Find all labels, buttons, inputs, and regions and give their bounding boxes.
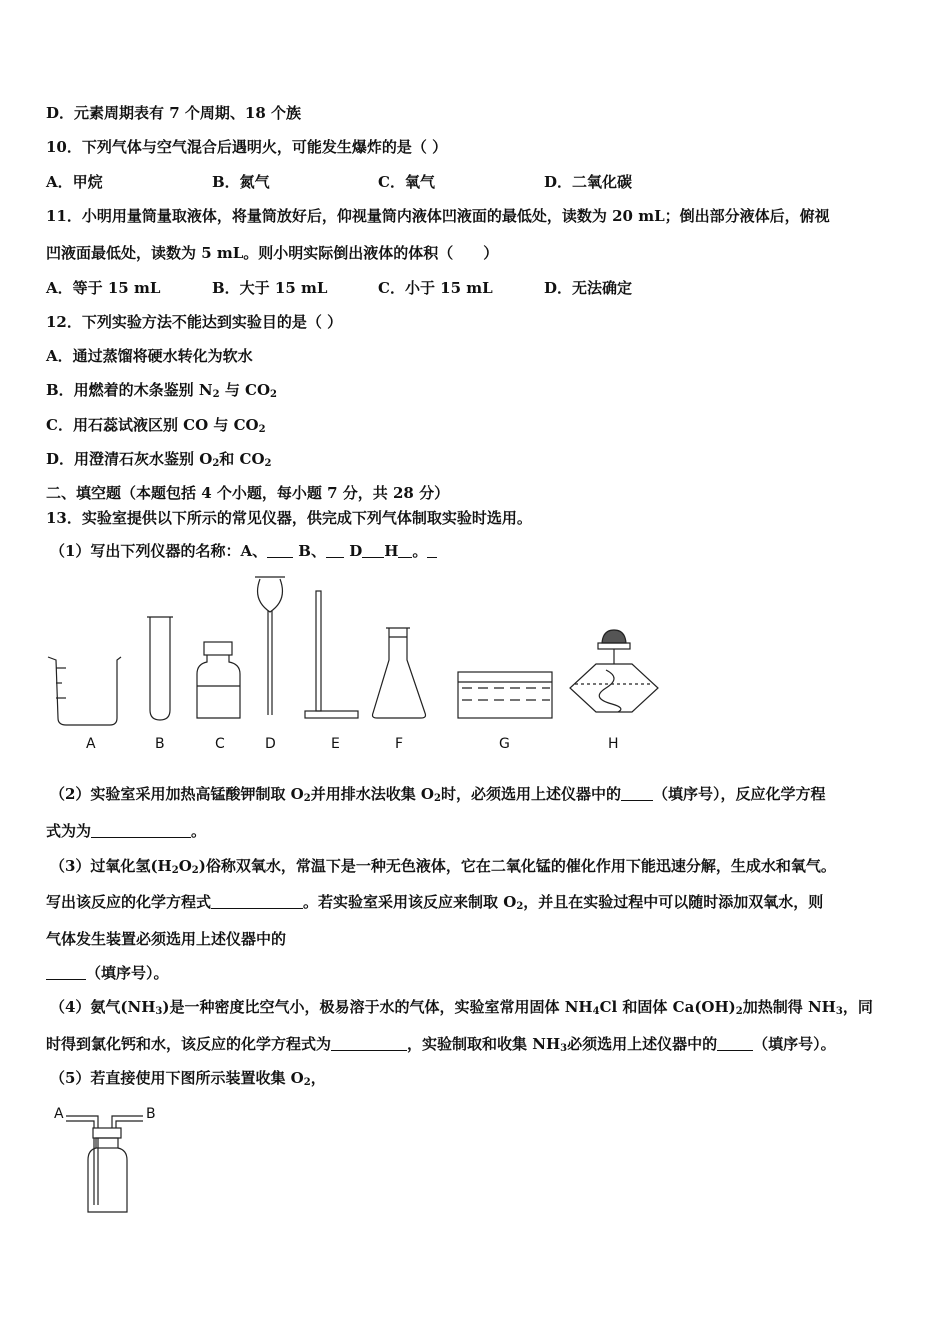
instrument-label-h: H — [608, 736, 619, 752]
gas-washing-bottle-icon — [66, 1116, 143, 1212]
q12-option-d: D．用澄清石灰水鉴别 $O_2$和 $CO_2$ — [46, 450, 272, 469]
bottle-port-label-a: A — [54, 1106, 64, 1122]
instrument-label-f: F — [395, 736, 404, 752]
q10-stem: 10．下列气体与空气混合后遇明火，可能发生爆炸的是（ ） — [46, 138, 448, 156]
q13-part-4-line-2: 时得到氯化钙和水，该反应的化学方程式为 ，实验制取和收集 $NH_3$必须选用上述仪器中的 （填序号）。 — [46, 1035, 836, 1054]
q13-part-1: （1）写出下列仪器的名称：A、 B、 D H 。 — [50, 540, 437, 561]
q11-option-b: B．大于 15 mL — [212, 279, 328, 297]
q11-option-c: C．小于 15 mL — [378, 279, 493, 297]
q13-part-3-line-1: （3）过氧化氢$(H_2O_2)$俗称双氧水，常温下是一种无色液体，它在二氧化锰的催化作用下能迅速分解，生成水和氧气。 — [50, 857, 836, 876]
q13-part-3-line-3: 气体发生装置必须选用上述仪器中的 — [46, 930, 287, 948]
q13-part-5: （5）若直接使用下图所示装置收集 $O_2$， — [50, 1069, 326, 1088]
instrument-label-e: E — [331, 736, 340, 752]
q10-option-b: B．氮气 — [212, 173, 270, 191]
q9-option-d: D．元素周期表有 7 个周期、18 个族 — [46, 104, 301, 122]
bottle-port-label-b: B — [146, 1106, 156, 1122]
q12-option-b: B．用燃着的木条鉴别 $N_2$ 与 $CO_2$ — [46, 381, 278, 400]
q13-part-3-line-4: （填序号）。 — [46, 962, 169, 983]
q13-part-4-line-1: （4）氨气$(NH_3)$是一种密度比空气小，极易溶于水的气体，实验室常用固体 $NH_4Cl$ 和固体 $Ca(OH)_2$加热制得 $NH_3$，同 — [50, 998, 873, 1017]
q13-stem: 13．实验室提供以下所示的常见仪器，供完成下列气体制取实验时选用。 — [46, 509, 532, 527]
instrument-label-a: A — [86, 736, 96, 752]
instrument-label-g: G — [499, 736, 510, 752]
q10-option-d: D．二氧化碳 — [544, 173, 633, 191]
q12-stem: 12．下列实验方法不能达到实验目的是（ ） — [46, 313, 343, 331]
section-2-title: 二、填空题（本题包括 4 个小题，每小题 7 分，共 28 分） — [46, 484, 450, 502]
q11-option-a: A．等于 15 mL — [46, 279, 161, 297]
q13-part-2-line-1: （2）实验室采用加热高锰酸钾制取 $O_2$并用排水法收集 $O_2$时，必须选用上述仪器中的 （填序号），反应化学方程 — [50, 785, 826, 804]
instrument-label-b: B — [155, 736, 165, 752]
q11-option-d: D．无法确定 — [544, 279, 633, 297]
q13-part-2-line-2: 式为为 。 — [46, 822, 207, 840]
q13-part-3-line-2: 写出该反应的化学方程式 。若实验室采用该反应来制取 $O_2$，并且在实验过程中可以随时添加双氧水，则 — [46, 893, 824, 912]
q11-stem-2: 凹液面最低处，读数为 5 mL。则小明实际倒出液体的体积（ ） — [46, 244, 499, 262]
q10-option-a: A．甲烷 — [46, 173, 103, 191]
instrument-label-d: D — [265, 736, 276, 752]
q12-option-c: C．用石蕊试液区别 CO 与 $CO_2$ — [46, 416, 266, 435]
q12-option-a: A．通过蒸馏将硬水转化为软水 — [46, 347, 253, 365]
q10-option-c: C．氧气 — [378, 173, 435, 191]
q11-stem-1: 11．小明用量筒量取液体，将量筒放好后，仰视量筒内液体凹液面的最低处，读数为 20 mL；倒出部分液体后，俯视 — [46, 207, 830, 225]
instrument-label-c: C — [215, 736, 225, 752]
